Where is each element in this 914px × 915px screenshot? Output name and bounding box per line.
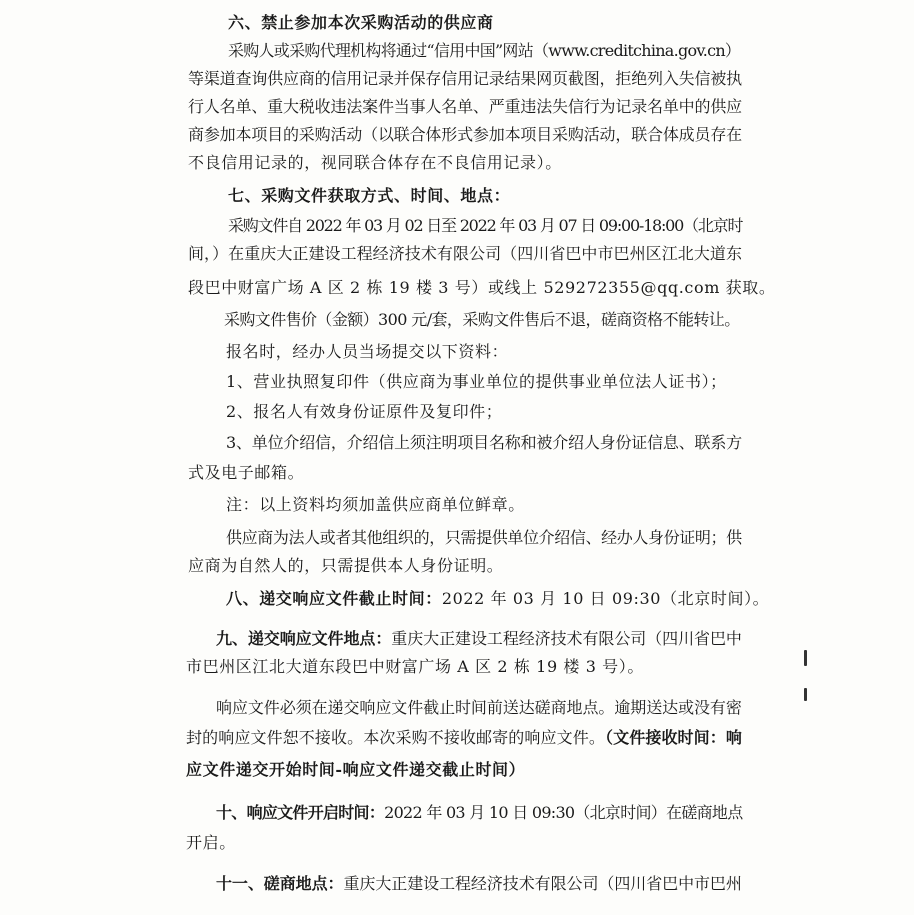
- text-line-s7-p1: [228, 216, 742, 236]
- text-line-s6-p1: [228, 41, 740, 61]
- text-line-s10-b: [186, 833, 236, 853]
- text-segment: 报名时，经办人员当场提交以下资料：: [226, 342, 509, 361]
- text-line-s7-p10: [226, 495, 525, 515]
- text-segment: 九、递交响应文件地点：: [216, 629, 392, 648]
- text-line-s9-d: [186, 728, 742, 748]
- text-line-s9-a: [216, 629, 742, 649]
- text-segment: 行人名单、重大税收违法案件当事人名单、严重违法失信行为记录名单中的供应: [188, 97, 743, 116]
- text-segment: 开启。: [186, 833, 236, 852]
- text-line-s7-p12: [188, 556, 503, 576]
- text-segment: 封的响应文件恕不接收。本次采购不接收邮寄的响应文件。: [186, 728, 605, 747]
- text-segment: 2、报名人有效身份证原件及复印件；: [226, 402, 503, 421]
- text-segment: 式及电子邮箱。: [188, 463, 305, 482]
- text-line-s9-c: [216, 698, 742, 718]
- text-line-s7-p8: [226, 433, 742, 453]
- text-line-s7-p11: [226, 528, 742, 548]
- text-segment: 3、单位介绍信，介绍信上须注明项目名称和被介绍人身份证信息、联系方: [226, 433, 742, 452]
- text-segment: 间，）在重庆大正建设工程经济技术有限公司（四川省巴中市巴州区江北大道东: [188, 244, 743, 263]
- text-segment: （文件接收时间：响: [604, 728, 743, 747]
- text-segment: 商参加本项目的采购活动（以联合体形式参加本项目采购活动，联合体成员存在: [188, 125, 743, 144]
- text-line-s7-p7: [226, 402, 502, 422]
- text-line-s7-title: [228, 186, 510, 206]
- text-segment: 等渠道查询供应商的信用记录并保存信用记录结果网页截图，拒绝列入失信被执: [188, 69, 743, 88]
- text-segment: 重庆大正建设工程经济技术有限公司（四川省巴中市巴州: [343, 874, 742, 893]
- text-segment: 2022 年 03 月 10 日 09:30（北京时间）在磋商地点: [384, 803, 743, 822]
- text-segment: 七、采购文件获取方式、时间、地点：: [228, 186, 511, 205]
- text-line-s6-title: [228, 13, 494, 33]
- text-line-s10-a: [216, 803, 742, 823]
- text-line-s9-b: [186, 657, 644, 677]
- text-line-s6-p2: [188, 69, 742, 89]
- text-segment: 响应文件必须在递交响应文件截止时间前送达磋商地点。逾期送达或没有密: [216, 698, 742, 717]
- text-line-s9-e: [186, 760, 525, 780]
- text-segment: 采购文件自 2022 年 03 月 02 日至 2022 年 03 月 07 日 09:00-18:00（北京时: [228, 216, 743, 235]
- text-line-s7-p3: [188, 278, 776, 298]
- text-line-s6-p5: [188, 153, 562, 173]
- scan-mark: [804, 650, 807, 666]
- text-segment: 十、响应文件开启时间：: [216, 803, 385, 822]
- text-segment: 2022 年 03 月 10 日 09:30（北京时间）。: [441, 589, 770, 608]
- text-segment: 不良信用记录的，视同联合体存在不良信用记录）。: [188, 153, 562, 172]
- text-line-s6-p4: [188, 125, 742, 145]
- text-line-s7-p6: [226, 372, 727, 392]
- text-line-s7-p9: [188, 463, 304, 483]
- text-segment: 应文件递交开始时间-响应文件递交截止时间）: [186, 760, 526, 779]
- text-line-s7-p5: [226, 342, 508, 362]
- text-line-s6-p3: [188, 97, 742, 117]
- text-segment: 市巴州区江北大道东段巴中财富广场 A 区 2 栋 19 楼 3 号）。: [186, 657, 644, 676]
- text-segment: 十一、磋商地点：: [216, 874, 344, 893]
- scan-mark: [804, 688, 807, 701]
- text-segment: 采购文件售价（金额）300 元/套，采购文件售后不退，磋商资格不能转让。: [224, 310, 740, 329]
- text-segment: 重庆大正建设工程经济技术有限公司（四川省巴中: [391, 629, 742, 648]
- text-line-s7-p2: [188, 244, 742, 264]
- text-segment: 注：以上资料均须加盖供应商单位鲜章。: [226, 495, 525, 514]
- text-segment: 供应商为法人或者其他组织的，只需提供单位介绍信、经办人身份证明；供: [226, 528, 742, 547]
- text-segment: 1、营业执照复印件（供应商为事业单位的提供事业单位法人证书）；: [226, 372, 727, 391]
- text-segment: 采购人或采购代理机构将通过“信用中国”网站（www.creditchina.gov.cn）: [228, 41, 741, 60]
- text-line-s11: [216, 874, 742, 894]
- text-segment: 六、禁止参加本次采购活动的供应商: [228, 13, 494, 32]
- text-segment: 八、递交响应文件截止时间：: [226, 589, 442, 608]
- text-line-s8: [226, 589, 769, 609]
- text-segment: 应商为自然人的，只需提供本人身份证明。: [188, 556, 504, 575]
- text-segment: 段巴中财富广场 A 区 2 栋 19 楼 3 号）或线上 529272355@qq.com 获取。: [188, 278, 776, 297]
- text-line-s7-p4: [224, 310, 740, 330]
